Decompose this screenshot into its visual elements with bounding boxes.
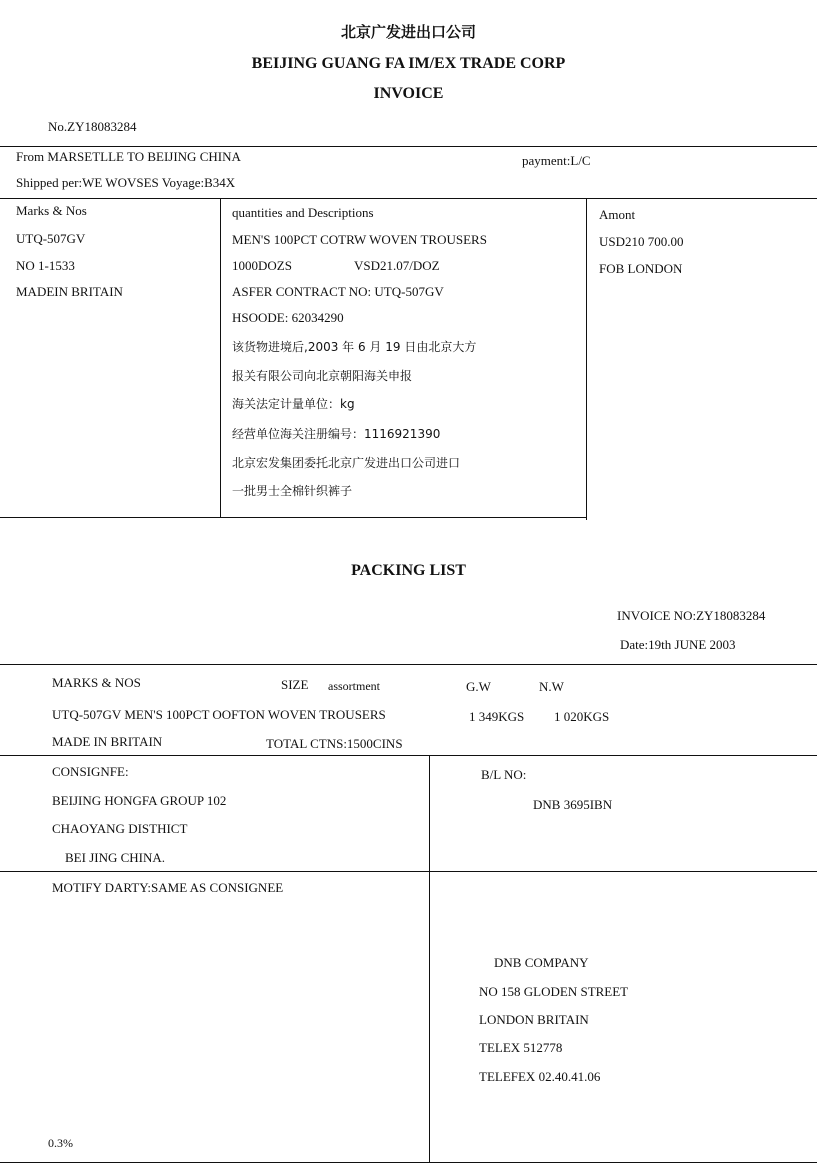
unit-price: VSD21.07/DOZ [354,258,440,273]
trade-terms: FOB LONDON [599,261,683,276]
marks-header: Marks & Nos [16,203,87,218]
net-weight-header: N.W [539,679,564,694]
desc-line: 该货物进境后,2003 年 6 月 19 日由北京大方 [232,340,477,354]
footnote: 0.3% [48,1136,73,1150]
shipper-line: DNB COMPANY [494,955,589,970]
invoice-number: No.ZY18083284 [48,119,137,134]
mark-line: UTQ-507GV [16,231,86,246]
desc-line: 一批男士全棉针织裤子 [232,484,353,498]
desc-line: 报关有限公司向北京朝阳海关申报 [232,369,413,383]
shipper-line: LONDON BRITAIN [479,1012,589,1027]
item-description: UTQ-507GV MEN'S 100PCT OOFTON WOVEN TROUSERS [52,707,386,722]
gross-weight-header: G.W [466,679,491,694]
col-divider-1 [220,198,221,518]
desc-line: HSOODE: 62034290 [232,310,344,325]
packing-title: PACKING LIST [351,562,466,579]
divider-notify-top [0,871,817,872]
gross-weight: 1 349KGS [469,709,525,724]
col-divider-2 [586,198,587,520]
payment-terms: payment:L/C [522,153,591,168]
shipper-line: TELEX 512778 [479,1040,563,1055]
packing-date: Date:19th JUNE 2003 [620,637,736,652]
net-weight: 1 020KGS [554,709,610,724]
packing-invoice-no: INVOICE NO:ZY18083284 [617,608,766,623]
desc-line: 海关法定计量单位：kg [232,397,355,411]
notify-party: MOTIFY DARTY:SAME AS CONSIGNEE [52,880,284,895]
origin: MADE IN BRITAIN [52,734,163,749]
amount-value: USD210 700.00 [599,234,684,249]
size-assortment: assortment [328,679,380,693]
quantity: 1000DOZS [232,258,292,273]
mark-line: MADEIN BRITAIN [16,284,123,299]
company-name-en: BEIJING GUANG FA IM/EX TRADE CORP [251,55,566,72]
desc-header: quantities and Descriptions [232,205,374,220]
col-divider-packing [429,755,430,1162]
packing-marks-header: MARKS & NOS [52,675,141,690]
desc-line: 经营单位海关注册编号：1116921390 [232,427,441,441]
consignee-line: BEI JING CHINA. [65,850,166,865]
consignee-line: BEIJING HONGFA GROUP 102 [52,793,227,808]
shipped-per: Shipped per:WE WOVSES Voyage:B34X [16,175,236,190]
desc-line: 北京宏发集团委托北京广发进出口公司进口 [232,456,461,470]
route: From MARSETLLE TO BEIJING CHINA [16,149,241,164]
bl-number: DNB 3695IBN [533,797,613,812]
divider-packing-top [0,664,817,665]
divider-table-top [0,198,817,199]
amount-header: Amont [599,207,636,222]
divider-bottom [0,1162,817,1163]
consignee-label: CONSIGNFE: [52,764,129,779]
invoice-title: INVOICE [373,85,444,102]
shipper-line: TELEFEX 02.40.41.06 [479,1069,601,1084]
divider-invoice-bottom [0,517,586,518]
desc-line: MEN'S 100PCT COTRW WOVEN TROUSERS [232,232,487,247]
company-name-cn: 北京广发进出口公司 [340,23,476,41]
desc-line: ASFER CONTRACT NO: UTQ-507GV [232,284,444,299]
bl-label: B/L NO: [481,767,527,782]
total-cartons: TOTAL CTNS:1500CINS [266,736,403,751]
divider-top [0,146,817,147]
mark-line: NO 1-1533 [16,258,75,273]
shipper-line: NO 158 GLODEN STREET [479,984,629,999]
size-header: SIZE [281,677,309,692]
consignee-line: CHAOYANG DISTHICT [52,821,188,836]
divider-consignee-top [0,755,817,756]
